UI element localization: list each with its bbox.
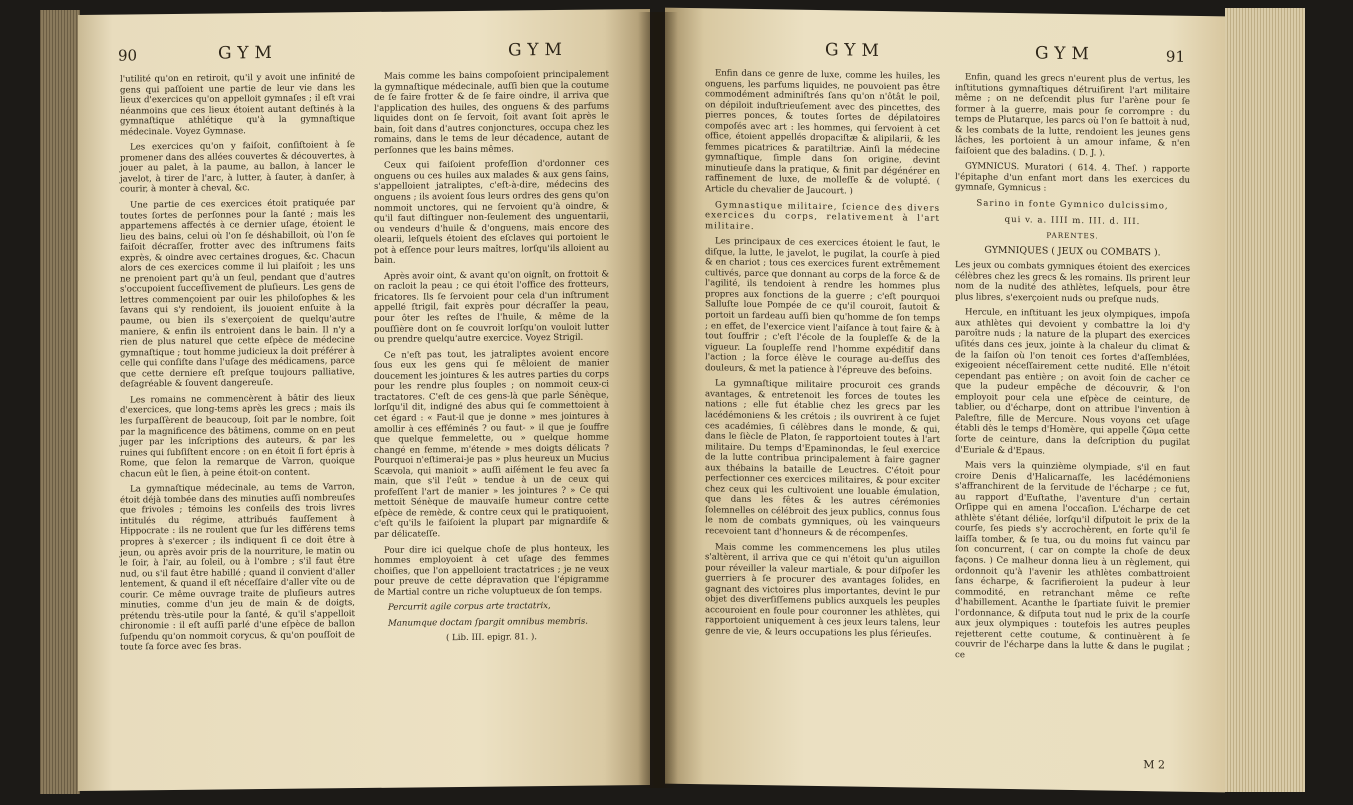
paragraph: Après avoir oint, & avant qu'on oignît, on frottoit & on racloit la peau ; ce qui étoit l'office des frotteurs, fricatores. Ils ſe ſervoient pour cela d'un inſtrument appellé ſtrigil, fait exprès pour décraſſer la peau, pour ôter les reſtes de l'huile, & même de la pouſſière dont on ſe couvroit lorſqu'on vouloit lutter ou prendre quelqu'autre exercice. Voyez Strigil.: [374, 269, 609, 346]
left-page-number: 90: [118, 46, 138, 65]
paragraph: Mais vers la quinzième olympiade, s'il en faut croire Denis d'Halicarnaſſe, les lacédémoniens s'affranchirent de la ſervitude de l'écharpe ; ce fut, au rapport d'Euſtathe, l'aventure d'un certain Orſippe qui en amena l'occaſion. L'écharpe de cet athlète s'étant déliée, lorſqu'il diſputoit le prix de la courſe, ſes pieds s'y accrochèrent, en ſorte qu'il ſe laiſſa tomber, & ſe tua, ou du moins fut vaincu par ſon concurrent, ( car on compte la choſe de deux façons. ) Ce malheur donna lieu à un règlement, qui ordonnoit qu'à l'avenir les athlètes combattroient ſans écharpe, & ſacrifieroient la pudeur à leur commodité, en retranchant même ce reſte d'habillement. Acanthe le ſpartiate ſuivit le premier l'ordonnance, & diſputa tout nud le prix de la courſe aux jeux olympiques : toutefois les autres peuples rejetterent cette coutume, & continuèrent à ſe couvrir de l'écharpe dans la lutte & dans le pugilat ; ce: [955, 460, 1190, 661]
paragraph: Les romains ne commencèrent à bâtir des lieux d'exercices, que long-tems après les grecs ; mais ils les ſurpaſſèrent de beaucoup, ſoit par le nombre, ſoit par la magnificence des bâtimens, comme on en peut juger par les inſcriptions des auteurs, & par les ruines qui ſubſiſtent encore : on en étoit ſi fort épris à Rome, que ſelon la remarque de Varron, quoique chacun eût le ſien, à peine étoit-on content.: [120, 392, 355, 480]
paragraph: Gymnastique militaire, ſcience des divers exercices du corps, relativement à l'art militaire.: [705, 199, 940, 232]
right-head-word-2: GYM: [1035, 43, 1095, 65]
left-page: [78, 9, 650, 791]
paragraph: Mais comme les commencemens les plus utiles s'altèrent, il arriva que ce qui n'étoit qu'un aiguillon pour réveiller la valeur martiale, & pour diſpoſer les guerriers à ſe procurer des avantages ſolides, en gagnant des victoires plus importantes, devint le pur objet des diverſiſſemens publics auxquels les peuples accouroient en foule pour couronner les athlètes, qui rapportoient uniquement à ces jeux leurs talens, leur genre de vie, & leurs occupations les plus ſérieuſes.: [705, 541, 940, 640]
epitaph-line: Sarino in fonte Gymnico dulcissimo,: [976, 198, 1169, 212]
epitaph-line: PARENTES.: [1046, 230, 1099, 241]
right-page-number: 91: [1165, 47, 1185, 66]
paragraph: Enfin, quand les grecs n'eurent plus de vertus, les inſtitutions gymnaſtiques détruiſirent l'art militaire même ; on ne deſcendit plus ſur l'arène pour ſe former à la guerre, mais pour ſe corrompre : du temps de Plutarque, les parcs où l'on ſe battoit à nud, & les combats de la lutte, rendoient les jeunes gens lâches, les portoient à un amour infame, & n'en faiſoient que des baladins. ( D. J. ).: [955, 72, 1190, 159]
book-edge-right: [1225, 8, 1305, 792]
paragraph: Les exercices qu'on y faiſoit, conſiſtoient à ſe promener dans des allées couvertes & découvertes, à jouer au palet, à la paume, au ballon, à lancer le javelot, à tirer de l'arc, à lutter, à ſauter, à danſer, à courir, à monter à cheval, &c.: [120, 140, 355, 196]
left-column-1: [120, 72, 355, 658]
right-head-word-1: GYM: [825, 40, 885, 62]
verse-line: Manumque doctam ſpargit omnibus membris.: [388, 616, 588, 629]
verse-reference: ( Lib. III. epigr. 81. ).: [445, 632, 538, 644]
right-running-head: [705, 38, 1185, 72]
gymniques-heading: GYMNIQUES ( JEUX ou COMBATS ).: [984, 244, 1161, 259]
paragraph: Hercule, en inſtituant les jeux olympiques, impoſa aux athlètes qui devoient y combattre la loi d'y paroître nuds ; la nature de la plupart des exercices uſités dans ces jeux, jointe à la chaleur du climat & de la ſaiſon où l'on tenoit ces ſortes d'aſſemblées, exigeoient néceſſairement cette nudité. Elle n'étoit cependant pas entière ; on avoit ſoin de cacher ce que la pudeur empêche de découvrir, & l'on employoit pour cela une eſpèce de ceinture, de tablier, ou d'écharpe, dont on attribue l'invention à Paleſtre, fille de Mercure. Nous voyons cet uſage établi dès le temps d'Homère, qui appelle ζῶμα cette ſorte de ceinture, dans la deſcription du pugilat d'Euriale & d'Epaus.: [955, 307, 1190, 457]
right-column-1: [705, 68, 940, 645]
left-running-head: [118, 39, 610, 70]
paragraph: GYMNICUS. Muratori ( 614. 4. Theſ. ) rapporte l'épitaphe d'un enfant mort dans les exercices du gymnaſe, Gymnicus :: [955, 161, 1190, 195]
right-column-2: [955, 72, 1190, 669]
paragraph: l'utilité qu'on en retiroit, qu'il y avoit une infinité de gens qui paſſoient une partie de leur vie dans les lieux d'exercices qu'on appelloit gymnaſes ; il eſt vrai néanmoins que ces lieux étoient autant deſtinés à la gymnaſtique athlétique qu'à la gymnaſtique médecinale. Voyez Gymnase.: [120, 72, 355, 138]
paragraph: Ceux qui faiſoient profeſſion d'ordonner ces onguens ou ces huiles aux malades & aux gens ſains, s'appelloient jatraliptes, c'eſt-à-dire, médecins des onguens ; ils avoient ſous leurs ordres des gens qu'on nommoit unctores, qui ne ſervoient qu'à oindre, & qu'il faut diſtinguer non-ſeulement des unguentarii, ou vendeurs d'huile & d'onguens, mais encore des olearii, leſquels étoient des eſclaves qui portoient le pot à eſſence pour leurs maîtres, lorſqu'ils alloient au bain.: [374, 158, 609, 267]
paragraph: Pour dire ici quelque choſe de plus honteux, les hommes employoient à cet uſage des femmes choiſies, que l'on appelloient tractatrices ; je ne veux pour preuve de cette dépravation que l'épigramme de Martial contre un riche voluptueux de ſon temps.: [374, 542, 609, 598]
left-head-word-1: GYM: [218, 42, 278, 64]
paragraph: Les jeux ou combats gymniques étoient des exercices célèbres chez les grecs & les romains. Ils prirent leur nom de la nudité des athlètes, leſquels, pour être plus libres, s'exerçoient nuds ou preſque nuds.: [955, 260, 1190, 306]
book-gutter: [638, 12, 678, 788]
paragraph: La gymnaſtique militaire procuroit ces grands avantages, & entretenoit les forces de toutes les nations ; elle fut établie chez les grecs par les lacédémoniens & les crétois ; ils ouvrirent à ce ſujet ces académies, ſi célèbres dans le monde, & qui, dans le ſiècle de Platon, ſe rapportoient toutes à l'art militaire. Du temps d'Epaminondas, le ſeul exercice de la lutte contribua principalement à faire gagner aux thébains la bataille de Leuctres. C'étoit pour perfectionner ces exercices militaires, & pour exciter chez ceux qui les cultivoient une louable émulation, que dans les fêtes & les autres cérémonies ſolemnelles on célébroit des jeux publics, connus ſous le nom de combats gymniques, où les vainqueurs recevoient tant d'honneurs & de récompenſes.: [705, 378, 940, 540]
paragraph: Enfin dans ce genre de luxe, comme les huiles, les onguens, les parfums liquides, ne pouvoient pas être commodément adminiſtrés ſans qu'on n'ôtât le poil, on dépiloit induſtrieuſement avec des pincettes, des pierres ponces, & toutes ſortes de dépilatoires compoſés avec art : les hommes, qui ſervoient à cet office, étoient appellés dropaciſtæ & alipilarii, & les femmes picatrices & paratiltriæ. Ainſi la médecine gymnaſtique, ſimple dans ſon origine, devint minutieuſe dans la pratique, & finit par dégénérer en raffinement de luxe, de molleſſe & de volupté. ( Article du chevalier de Jaucourt. ): [705, 68, 940, 197]
right-page: [665, 8, 1225, 793]
paragraph: La gymnaſtique médecinale, au tems de Varron, étoit déjà tombée dans des minuties auſſi nombreuſes que frivoles ; témoins les conſeils des trois livres intitulés du régime, attribués fauſſement à Hippocrate : ils ne roulent que ſur les différens tems propres à s'exercer ; ils indiquent ſi ce doit être à jeun, ou après avoir pris de la nourriture, le matin ou le ſoir, à l'air, au ſoleil, ou à l'ombre ; s'il faut être nud, ou s'il faut être habillé ; quand il convient d'aller lentement, & quand il eſt néceſſaire d'aller vîte ou de courir. Ce même ouvrage traite de pluſieurs autres minuties, comme d'un jeu de main & de doigts, prétendu très-utile pour la ſanté, & qu'il s'appelloit chironomie : il eſt auſſi parlé d'une eſpèce de ballon ſuſpendu qu'on nommoit corycus, & qu'on pouſſoit de toute ſa force avec ſes bras.: [120, 482, 355, 653]
paragraph: Ce n'eſt pas tout, les jatraliptes avoient encore ſous eux les gens qui ſe mêloient de manier doucement les jointures & les autres parties du corps pour les rendre plus ſouples ; on nommoit ceux-ci tractatores. C'eſt de ces gens-là que parle Sénèque, lorſqu'il dit, indigné des abus qui ſe commettoient à cet égard : « Faut-il que je donne » mes jointures à amollir à ces efféminés ? ou faut- » il que je ſouffre que quelque femmelette, ou » quelque homme changé en femme, m'étende » mes doigts délicats ? Pourquoi n'eſtimerai-je pas » plus heureux un Mucius Scævola, qui manioit » auſſi aiſément le feu avec ſa main, que s'il l'eût » tendue à un de ceux qui profeſſent l'art de manier » les jointures ? » Ce qui mettoit Sénèque de mauvaiſe humeur contre cette eſpèce de remède, & contre ceux qui le pratiquoient, c'eſt qu'ils le faiſoient la plupart par mignardiſe & par délicateſſe.: [374, 348, 609, 540]
paragraph: Une partie de ces exercices étoit pratiquée par toutes ſortes de perſonnes pour la ſanté ; mais les appartemens affectés à ce dernier uſage, étoient le lieu des bains, celui où l'on ſe déshabilloit, où l'on ſe faiſoit décraſſer, frotter avec des inſtrumens faits exprès, & oindre avec certaines drogues, &c. Chacun alors de ces exercices comme il lui plaiſoit ; les uns ne prenoient part qu'à un ſeul, pendant que d'autres s'occupoient ſucceſſivement de pluſieurs. Les gens de lettres commençoient par ouir les philoſophes & les ſavans qui s'y rendoient, ils jouoient enſuite à la paume, ou bien ils s'exerçoient de quelqu'autre maniere, & enfin ils entroient dans le bain. Il n'y a rien de plus naturel que cette eſpèce de médecine gymnaſtique ; tout homme judicieux la doit préférer à celle qui conſiſte dans l'uſage des médicamens, parce que cette derniere eſt preſque toujours palliative, deſagréable & ſouvent dangereuſe.: [120, 198, 355, 390]
epitaph-line: qui v. a. IIII m. III. d. III.: [1004, 214, 1141, 227]
left-head-word-2: GYM: [508, 39, 568, 61]
paragraph: Les principaux de ces exercices étoient le ſaut, le diſque, la lutte, le javelot, le pugilat, la courſe à pied & en chariot ; tous ces exercices furent extrêmement cultivés, parce que donnant au corps de la force & de l'agilité, ils tendoient à rendre les hommes plus propres aux fonctions de la guerre ; c'eſt pourquoi Salluſte loue Pompée de ce qu'il couroit, ſautoit & portoit un fardeau auſſi bien qu'homme de ſon temps ; en effet, de l'exercice vient l'aiſance à tout faire & à tout ſouffrir ; c'eſt l'école de la ſoupleſſe & de la vigueur. La ſoupleſſe rend l'homme expéditif dans l'action ; la force élève le courage au-deſſus des douleurs, & met la patience à l'épreuve des beſoins.: [705, 236, 940, 377]
signature-mark: M 2: [1143, 758, 1165, 772]
verse-line: Percurrit agile corpus arte tractatrix,: [388, 601, 551, 613]
book-edge-left: [40, 10, 80, 794]
paragraph: Mais comme les bains compoſoient principalement la gymnaſtique médecinale, auſſi bien que la coutume de ſe faire frotter & de ſe faire oindre, il arriva que l'application des huiles, des onguens & des parfums liquides dont on ſe ſervoit, ſoit avant ſoit après le bain, ſoit dans d'autres conjonctures, occupa chez les romains, dans le tems de leur décadence, autant de perſonnes que les bains mêmes.: [374, 69, 609, 156]
left-column-2: [374, 69, 609, 649]
